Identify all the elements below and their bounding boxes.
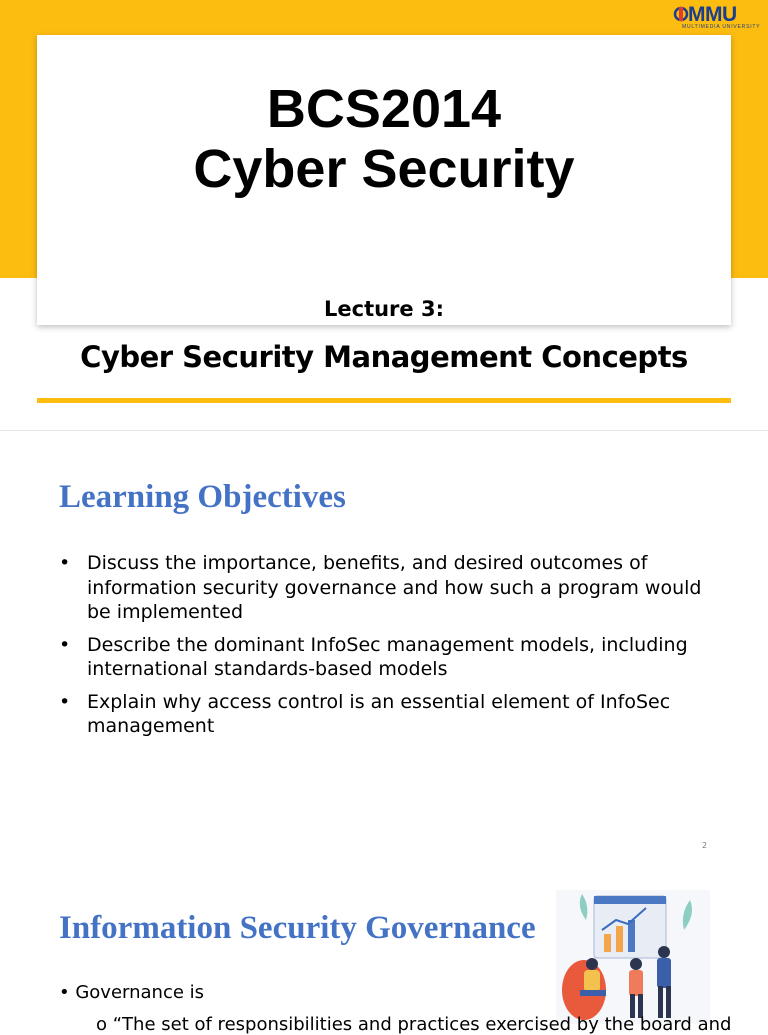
lecture-number: Lecture 3: bbox=[324, 297, 444, 321]
learning-objectives-slide bbox=[0, 431, 768, 861]
list-item bbox=[59, 551, 719, 625]
mmu-logo-icon bbox=[674, 6, 688, 22]
course-name: Cyber Security bbox=[193, 139, 575, 199]
objective-text: Describe the dominant InfoSec management models, including international standards-based models bbox=[87, 633, 688, 680]
page-number: 2 bbox=[702, 841, 708, 850]
objectives-list bbox=[59, 551, 719, 747]
slide-heading: Learning Objectives bbox=[59, 479, 346, 515]
governance-slide bbox=[0, 862, 768, 1035]
objective-text: Discuss the importance, benefits, and desired outcomes of information security governance and how such a program would be implemented bbox=[87, 552, 702, 623]
lecture-title: Cyber Security Management Concepts bbox=[80, 340, 688, 374]
business-team-chart-icon bbox=[556, 890, 710, 1024]
objective-text: Explain why access control is an essential element of InfoSec management bbox=[87, 690, 671, 737]
list-item bbox=[59, 633, 719, 682]
course-code: BCS2014 bbox=[266, 79, 502, 139]
mmu-logo bbox=[674, 3, 764, 33]
governance-bullet: • Governance is bbox=[59, 982, 205, 1003]
list-item bbox=[59, 690, 719, 739]
title-slide bbox=[0, 0, 768, 430]
title-card bbox=[37, 35, 731, 325]
bullet-icon: • bbox=[59, 633, 71, 656]
logo-subtext: MULTIMEDIA UNIVERSITY bbox=[682, 24, 761, 30]
title-underline bbox=[37, 398, 731, 403]
slide-heading: Information Security Governance bbox=[59, 910, 536, 946]
bullet-icon: • bbox=[59, 552, 71, 574]
bullet-icon: • bbox=[59, 690, 71, 713]
governance-sub-bullet: o “The set of responsibilities and practices exercised by the board and bbox=[96, 1014, 732, 1035]
logo-text: MMU bbox=[688, 3, 737, 26]
